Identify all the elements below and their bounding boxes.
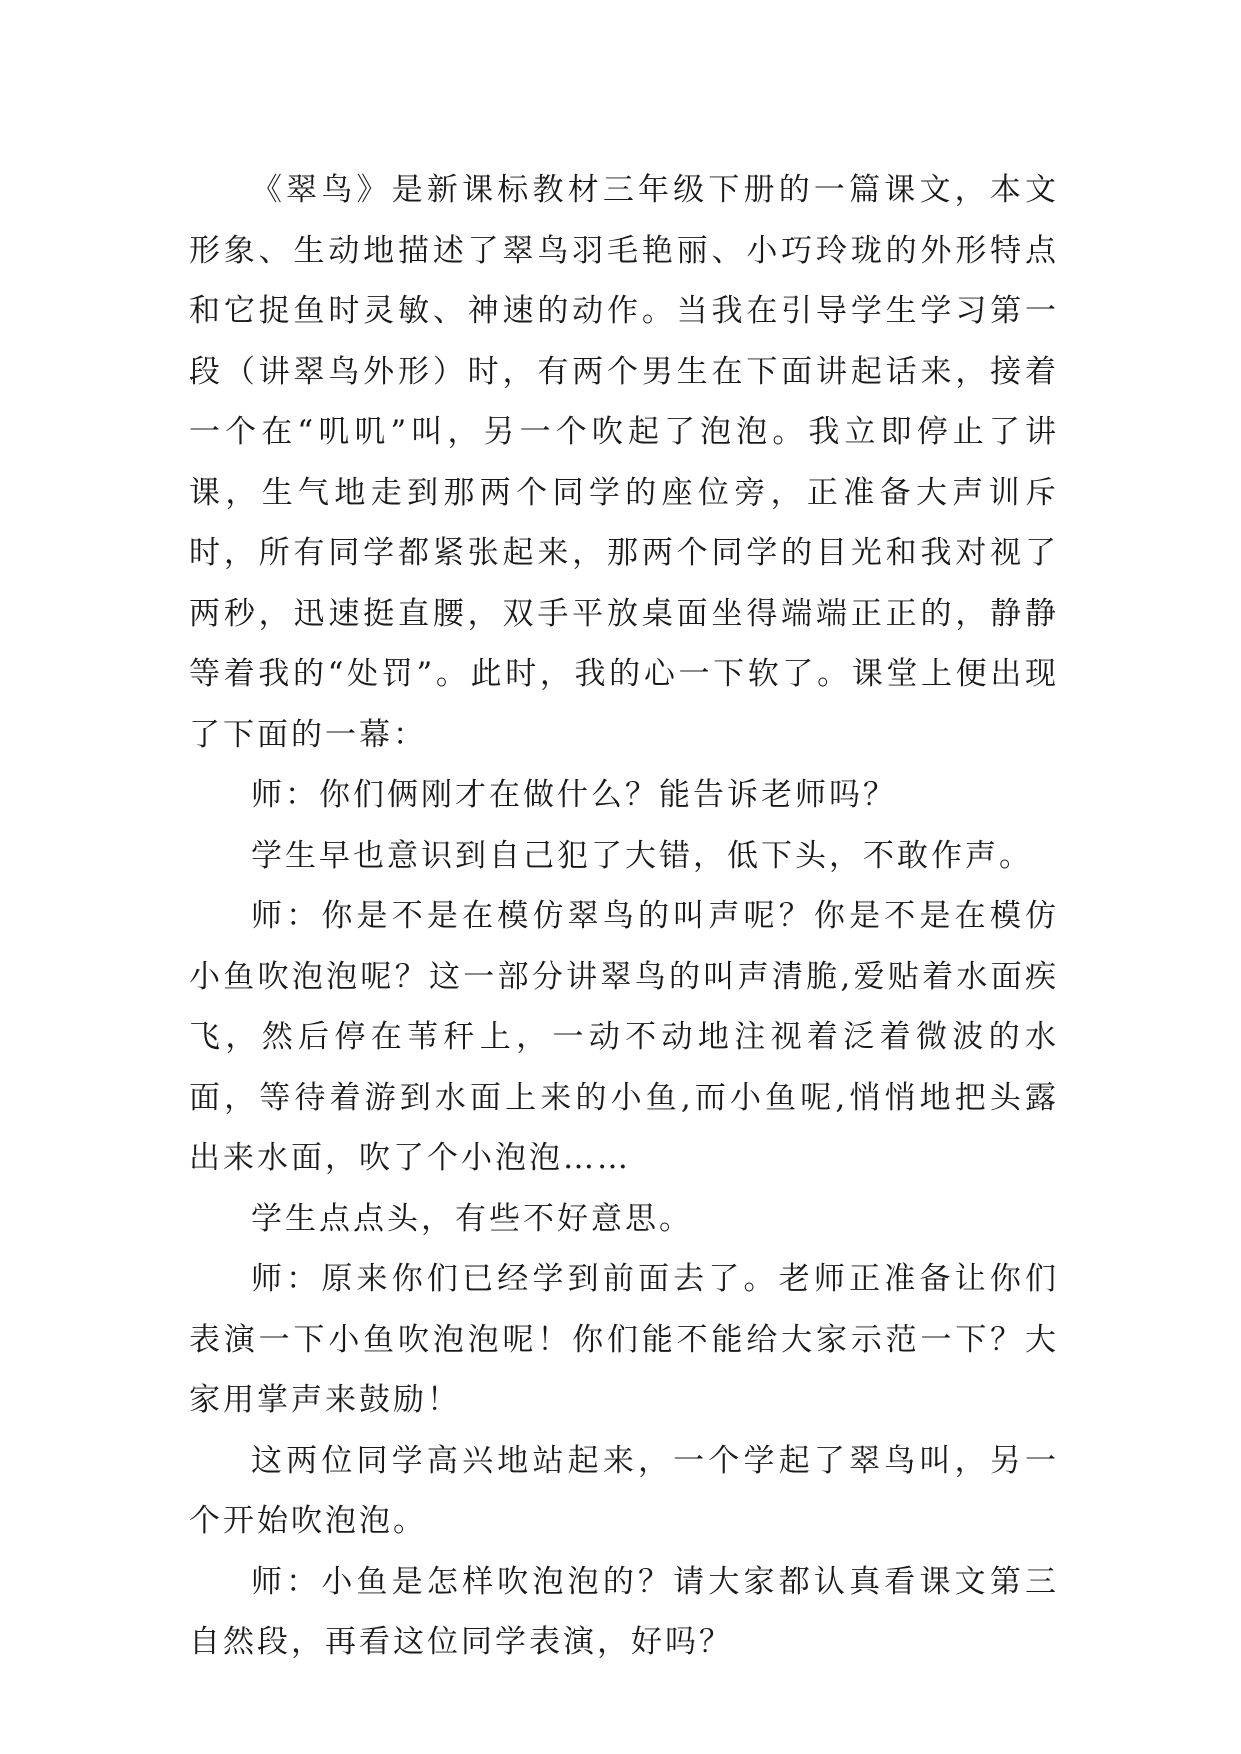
document-body	[189, 160, 1059, 1673]
paragraph-teacher-closing: 师：小鱼是怎样吹泡泡的？请大家都认真看课文第三自然段，再看这位同学表演，好吗？	[189, 1563, 1059, 1660]
paragraph-student-nod: 学生点点头，有些不好意思。	[251, 1200, 693, 1237]
paragraph-students-perform: 这两位同学高兴地站起来，一个学起了翠鸟叫，另一个开始吹泡泡。	[189, 1442, 1059, 1539]
paragraph-teacher-question: 师：你们俩刚才在做什么？能告诉老师吗？	[251, 777, 897, 813]
paragraph-teacher-invite: 师：原来你们已经学到前面去了。老师正准备让你们表演一下小鱼吹泡泡呢！你们能不能给大家示范一下？大家用掌声来鼓励！	[189, 1261, 1059, 1418]
paragraph-student-reaction: 学生早也意识到自己犯了大错，低下头，不敢作声。	[251, 837, 1033, 874]
paragraph-teacher-imitation: 师：你是不是在模仿翠鸟的叫声呢？你是不是在模仿小鱼吹泡泡呢？这一部分讲翠鸟的叫声清脆,爱贴着水面疾飞，然后停在苇秆上，一动不动地注视着泛着微波的水面，等待着游到水面上来的小鱼,而小鱼呢,悄悄地把头露出来水面，吹了个小泡泡……	[189, 898, 1059, 1176]
paragraph-intro: 《翠鸟》是新课标教材三年级下册的一篇课文，本文形象、生动地描述了翠鸟羽毛艳丽、小巧玲珑的外形特点和它捉鱼时灵敏、神速的动作。当我在引导学生学习第一段（讲翠鸟外形）时，有两个男生在下面讲起话来，接着一个在“叽叽”叫，另一个吹起了泡泡。我立即停止了讲课，生气地走到那两个同学的座位旁，正准备大声训斥时，所有同学都紧张起来，那两个同学的目光和我对视了两秒，迅速挺直腰，双手平放桌面坐得端端正正的，静静等着我的“处罚”。此时，我的心一下软了。课堂上便出现了下面的一幕：	[189, 172, 1059, 753]
